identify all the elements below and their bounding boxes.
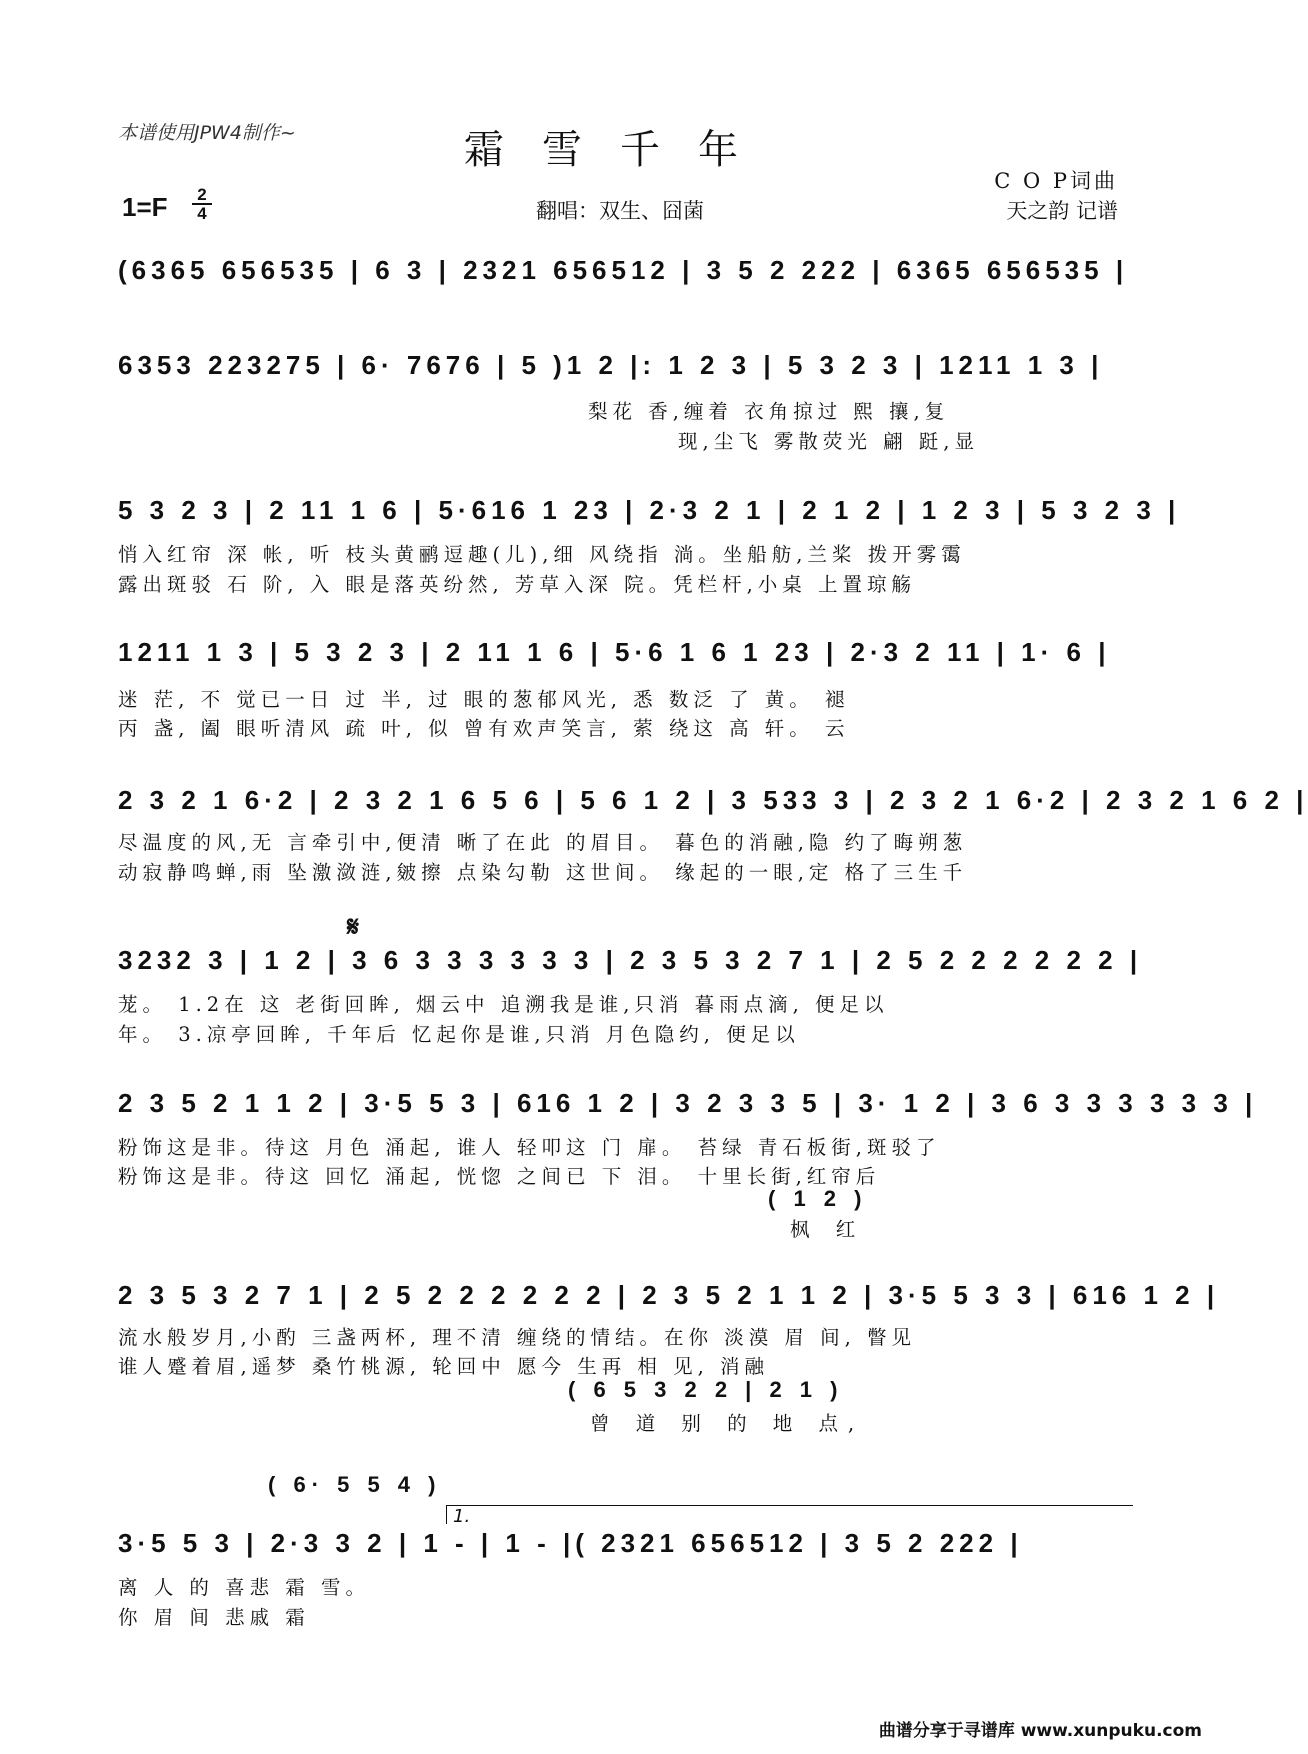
footer-source: 曲谱分享于寻谱库 www.xunpuku.com <box>878 1721 1202 1741</box>
lyric-verse-2: 谁人蹙着眉,遥梦 桑竹桃源, 轮回中 愿今 生再 相 见, 消融 <box>118 1355 769 1378</box>
score-system-3 <box>118 495 1181 605</box>
notation-line: (6365 656535 | 6 3 | 2321 656512 | 3 5 2 222 | 6365 656535 | <box>118 255 1129 285</box>
score-system-5 <box>118 785 1308 895</box>
notation-line: 2 3 2 1 6·2 | 2 3 2 1 6 5 6 | 5 6 1 2 | 3 533 3 | 2 3 2 1 6·2 | 2 3 2 1 6 2 | <box>118 785 1308 815</box>
lyric-verse-2: 粉饰这是非。待这 回忆 涌起, 恍惚 之间已 下 泪。 十里长街,红帘后 <box>118 1165 881 1188</box>
volta-bracket: 1. <box>446 1505 1133 1524</box>
lyric-verse-1: 离 人 的 喜悲 霜 雪。 <box>118 1576 370 1599</box>
composer-credit: C O P词曲 <box>994 169 1118 193</box>
key-signature: 1=F <box>122 192 168 222</box>
alternate-notes: ( 6 5 3 2 2 | 2 1 ) <box>568 1377 844 1402</box>
lyric-verse-2: 年。 3.凉亭回眸, 千年后 忆起你是谁,只消 月色隐约, 便足以 <box>118 1023 800 1046</box>
score-system-8 <box>118 1280 1220 1440</box>
lyric-verse-1: 茏。 1.2在 这 老街回眸, 烟云中 追溯我是谁,只消 暮雨点滴, 便足以 <box>118 993 889 1016</box>
notation-line: 3232 3 | 1 2 | 3 6 3 3 3 3 3 3 | 2 3 5 3 2 7 1 | 2 5 2 2 2 2 2 2 | <box>118 945 1143 975</box>
time-signature <box>192 186 212 222</box>
score-system-2 <box>118 350 1128 460</box>
software-credit-note: 本谱使用JPW4制作~ <box>118 122 296 144</box>
lyric-verse-1: 迷 茫, 不 觉已一日 过 半, 过 眼的葱郁风光, 悉 数泛 了 黄。 褪 <box>118 688 850 711</box>
lyric-verse-1: 悄入红帘 深 帐, 听 枝头黄鹂逗趣(儿),细 风绕指 淌。坐船舫,兰桨 拨开雾霭 <box>118 543 966 566</box>
lyric-verse-2: 丙 盏, 阖 眼听清风 疏 叶, 似 曾有欢声笑言, 萦 绕这 高 轩。 云 <box>118 717 850 740</box>
lyric-verse-2: 你 眉 间 悲戚 霜 <box>118 1606 310 1629</box>
notation-line: 3·5 5 3 | 2·3 3 2 | 1 - | 1 - |( 2321 656512 | 3 5 2 222 | <box>118 1528 1023 1558</box>
score-system-9 <box>118 1528 1128 1638</box>
alternate-lyric: 枫 红 <box>790 1218 866 1241</box>
transcriber-credit: 天之韵 记谱 <box>1006 199 1118 223</box>
alternate-lyric: 曾 道 别 的 地 点, <box>590 1412 865 1435</box>
singer-credit: 翻唱：双生、囧菌 <box>536 199 704 223</box>
lyric-verse-1: 流水般岁月,小酌 三盏两杯, 理不清 缠绕的情结。在你 淡漠 眉 间, 瞥见 <box>118 1326 916 1349</box>
lyric-verse-2: 现,尘飞 雾散荧光 翩 跹,显 <box>678 430 979 453</box>
lyric-verse-2: 露出斑驳 石 阶, 入 眼是落英纷然, 芳草入深 院。凭栏杆,小桌 上置琼觞 <box>118 573 916 596</box>
notation-line: 5 3 2 3 | 2 11 1 6 | 5·616 1 23 | 2·3 2 1 | 2 1 2 | 1 2 3 | 5 3 2 3 | <box>118 495 1181 525</box>
alternate-notes: ( 1 2 ) <box>768 1186 868 1211</box>
lyric-verse-1: 尽温度的风,无 言牵引中,便清 晰了在此 的眉目。 暮色的消融,隐 约了晦朔葱 <box>118 831 968 854</box>
lyric-verse-1: 粉饰这是非。待这 月色 涌起, 谁人 轻叩这 门 扉。 苔绿 青石板街,斑驳了 <box>118 1136 941 1159</box>
notation-line: 1211 1 3 | 5 3 2 3 | 2 11 1 6 | 5·6 1 6 1 23 | 2·3 2 11 | 1· 6 | <box>118 637 1111 667</box>
score-system-4 <box>118 637 1128 747</box>
notation-line: 2 3 5 2 1 1 2 | 3·5 5 3 | 616 1 2 | 3 2 3 3 5 | 3· 1 2 | 3 6 3 3 3 3 3 3 | <box>118 1088 1258 1118</box>
song-title: 霜雪千年 <box>464 127 776 173</box>
notation-line: 6353 223275 | 6· 7676 | 5 )1 2 |: 1 2 3 | 5 3 2 3 | 1211 1 3 | <box>118 350 1104 380</box>
lyric-verse-2: 动寂静鸣蝉,雨 坠激潋涟,皴擦 点染勾勒 这世间。 缘起的一眼,定 格了三生千 <box>118 861 968 884</box>
notation-line: 2 3 5 3 2 7 1 | 2 5 2 2 2 2 2 2 | 2 3 5 2 1 1 2 | 3·5 5 3 3 | 616 1 2 | <box>118 1280 1220 1310</box>
time-denominator: 4 <box>197 204 207 223</box>
segno-sign: 𝄋 <box>347 910 360 943</box>
score-system-1 <box>118 255 1128 315</box>
score-system-6 <box>118 945 1143 1055</box>
lyric-verse-1: 梨花 香,缠着 衣角掠过 熙 攘,复 <box>588 400 950 423</box>
pre-notes: ( 6· 5 5 4 ) <box>268 1472 442 1497</box>
score-system-7 <box>118 1088 1258 1248</box>
time-numerator: 2 <box>192 186 212 205</box>
